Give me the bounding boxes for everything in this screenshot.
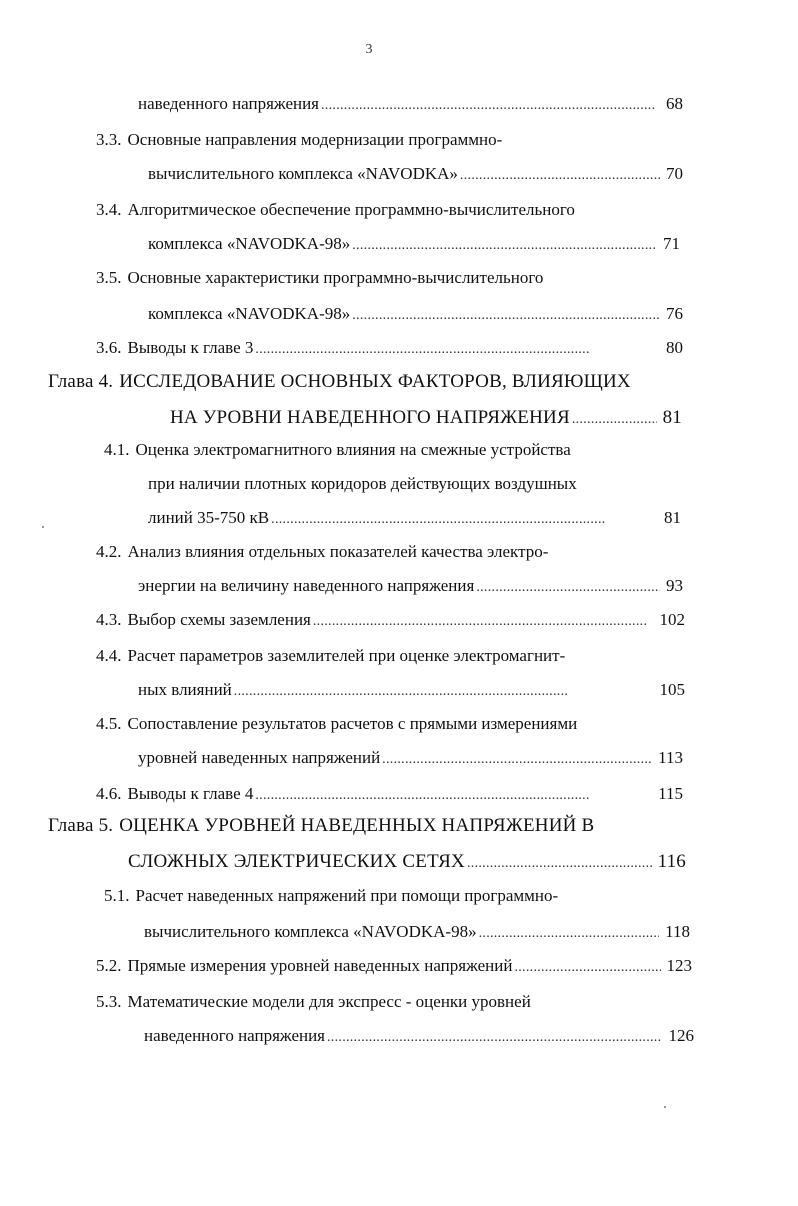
toc-entry-number: 5.2. xyxy=(96,956,122,975)
toc-entry-page: 116 xyxy=(657,851,686,872)
toc-entry-page: 81 xyxy=(664,508,681,527)
dot-leader xyxy=(352,304,660,328)
toc-entry-text: энергии на величину наведенного напряжения xyxy=(138,576,475,595)
toc-entry-text: Оценка электромагнитного влияния на смежные устройства xyxy=(135,440,571,459)
toc-entry xyxy=(96,266,696,290)
toc-entry xyxy=(96,644,696,668)
toc-entry xyxy=(96,336,683,360)
toc-entry-page: 102 xyxy=(659,610,685,629)
toc-entry xyxy=(96,128,696,152)
toc-entry-page: 126 xyxy=(668,1026,694,1045)
dot-leader xyxy=(352,234,657,258)
scan-speck xyxy=(664,1106,666,1108)
toc-entry-text: наведенного напряжения xyxy=(138,94,319,113)
toc-entry xyxy=(144,1024,694,1048)
toc-entry-number: 4.4. xyxy=(96,646,122,665)
toc-entry-number: 3.4. xyxy=(96,200,122,219)
page-number: 3 xyxy=(365,42,373,57)
toc-entry-text: Расчет наведенных напряжений при помощи программно- xyxy=(135,886,559,905)
toc-entry xyxy=(96,540,696,564)
toc-entry xyxy=(104,438,704,462)
toc-entry-text: комплекса «NAVODKA-98» xyxy=(148,304,351,323)
toc-entry-text: Сопоставление результатов расчетов с прямыми измерениями xyxy=(127,714,578,733)
toc-entry xyxy=(148,162,683,186)
dot-leader xyxy=(234,680,654,704)
toc-entry-text: наведенного напряжения xyxy=(144,1026,325,1045)
toc-entry xyxy=(148,302,683,326)
toc-chapter-title: НА УРОВНИ НАВЕДЕННОГО НАПРЯЖЕНИЯ xyxy=(170,407,570,428)
toc-chapter-title: ОЦЕНКА УРОВНЕЙ НАВЕДЕННЫХ НАПРЯЖЕНИЙ В xyxy=(119,815,595,836)
toc-entry xyxy=(96,990,696,1014)
toc-entry-text: ных влияний xyxy=(138,680,232,699)
toc-entry-text: Математические модели для экспресс - оценки уровней xyxy=(127,992,531,1011)
dot-leader xyxy=(514,956,660,980)
toc-entry xyxy=(104,884,704,908)
toc-entry-page: 105 xyxy=(659,680,685,699)
toc-entry-text: уровней наведенных напряжений xyxy=(138,748,381,767)
toc-entry-page: 115 xyxy=(658,784,683,803)
toc-entry-page: 70 xyxy=(666,164,683,183)
dot-leader xyxy=(327,1026,663,1050)
toc-entry xyxy=(138,92,683,116)
toc-entry-page: 68 xyxy=(666,94,683,113)
toc-entry-page: 81 xyxy=(662,407,682,428)
toc-entry-number: 3.6. xyxy=(96,338,122,357)
toc-entry xyxy=(148,506,681,530)
toc-entry xyxy=(144,920,690,944)
toc-entry-text: Алгоритмическое обеспечение программно-вычислительного xyxy=(127,200,575,219)
toc-entry-text: Основные направления модернизации программно- xyxy=(127,130,503,149)
toc-entry-page: 123 xyxy=(666,956,692,975)
toc-entry-number: 4.1. xyxy=(104,440,130,459)
dot-leader xyxy=(476,576,660,600)
dot-leader xyxy=(321,94,660,118)
toc-entry xyxy=(148,472,748,496)
toc-entry xyxy=(138,574,683,598)
toc-entry xyxy=(138,746,683,770)
toc-entry-number: 4.6. xyxy=(96,784,122,803)
toc-entry xyxy=(96,608,685,632)
toc-entry xyxy=(96,782,683,806)
toc-chapter-title: СЛОЖНЫХ ЭЛЕКТРИЧЕСКИХ СЕТЯХ xyxy=(128,851,465,872)
dot-leader xyxy=(255,784,652,808)
toc-entry-text: Выводы к главе 4 xyxy=(127,784,254,803)
dot-leader xyxy=(313,610,654,634)
dot-leader xyxy=(255,338,660,362)
dot-leader xyxy=(479,922,660,946)
toc-chapter-number: Глава 5. xyxy=(48,815,114,836)
toc-entry-number: 4.3. xyxy=(96,610,122,629)
toc-entry-number: 5.1. xyxy=(104,886,130,905)
toc-chapter xyxy=(48,370,668,394)
toc-entry-number: 3.3. xyxy=(96,130,122,149)
toc-entry-page: 76 xyxy=(666,304,683,323)
toc-entry xyxy=(138,678,685,702)
toc-entry-text: при наличии плотных коридоров действующих воздушных xyxy=(148,474,577,493)
toc-entry-text: Расчет параметров заземлителей при оценке электромагнит- xyxy=(127,646,566,665)
toc-entry-text: вычислительного комплекса «NAVODKA-98» xyxy=(144,922,477,941)
toc-entry-text: Основные характеристики программно-вычислительного xyxy=(127,268,544,287)
toc-entry-page: 118 xyxy=(665,922,690,941)
toc-entry-text: Прямые измерения уровней наведенных напряжений xyxy=(127,956,513,975)
toc-entry-number: 3.5. xyxy=(96,268,122,287)
toc-chapter xyxy=(48,814,668,838)
toc-entry-text: линий 35-750 кВ xyxy=(148,508,270,527)
toc-entry-number: 4.2. xyxy=(96,542,122,561)
toc-chapter-number: Глава 4. xyxy=(48,371,114,392)
toc-entry xyxy=(96,198,696,222)
toc-entry-text: комплекса «NAVODKA-98» xyxy=(148,234,351,253)
dot-leader xyxy=(572,408,657,432)
scan-speck xyxy=(42,526,44,528)
toc-entry xyxy=(96,954,692,978)
toc-entry-text: Выводы к главе 3 xyxy=(127,338,254,357)
toc-chapter xyxy=(170,406,682,430)
toc-entry-text: Анализ влияния отдельных показателей качества электро- xyxy=(127,542,549,561)
dot-leader xyxy=(460,164,660,188)
toc-entry-number: 5.3. xyxy=(96,992,122,1011)
toc-entry-page: 93 xyxy=(666,576,683,595)
toc-entry xyxy=(148,232,680,256)
toc-entry-text: Выбор схемы заземления xyxy=(127,610,311,629)
toc-entry xyxy=(96,712,716,736)
toc-entry-page: 113 xyxy=(658,748,683,767)
toc-entry-text: вычислительного комплекса «NAVODKA» xyxy=(148,164,458,183)
toc-entry-number: 4.5. xyxy=(96,714,122,733)
dot-leader xyxy=(271,508,658,532)
dot-leader xyxy=(382,748,652,772)
toc-entry-page: 80 xyxy=(666,338,683,357)
dot-leader xyxy=(467,852,652,876)
toc-chapter-title: ИССЛЕДОВАНИЕ ОСНОВНЫХ ФАКТОРОВ, ВЛИЯЮЩИХ xyxy=(119,371,631,392)
toc-chapter xyxy=(128,850,686,874)
toc-entry-page: 71 xyxy=(663,234,680,253)
